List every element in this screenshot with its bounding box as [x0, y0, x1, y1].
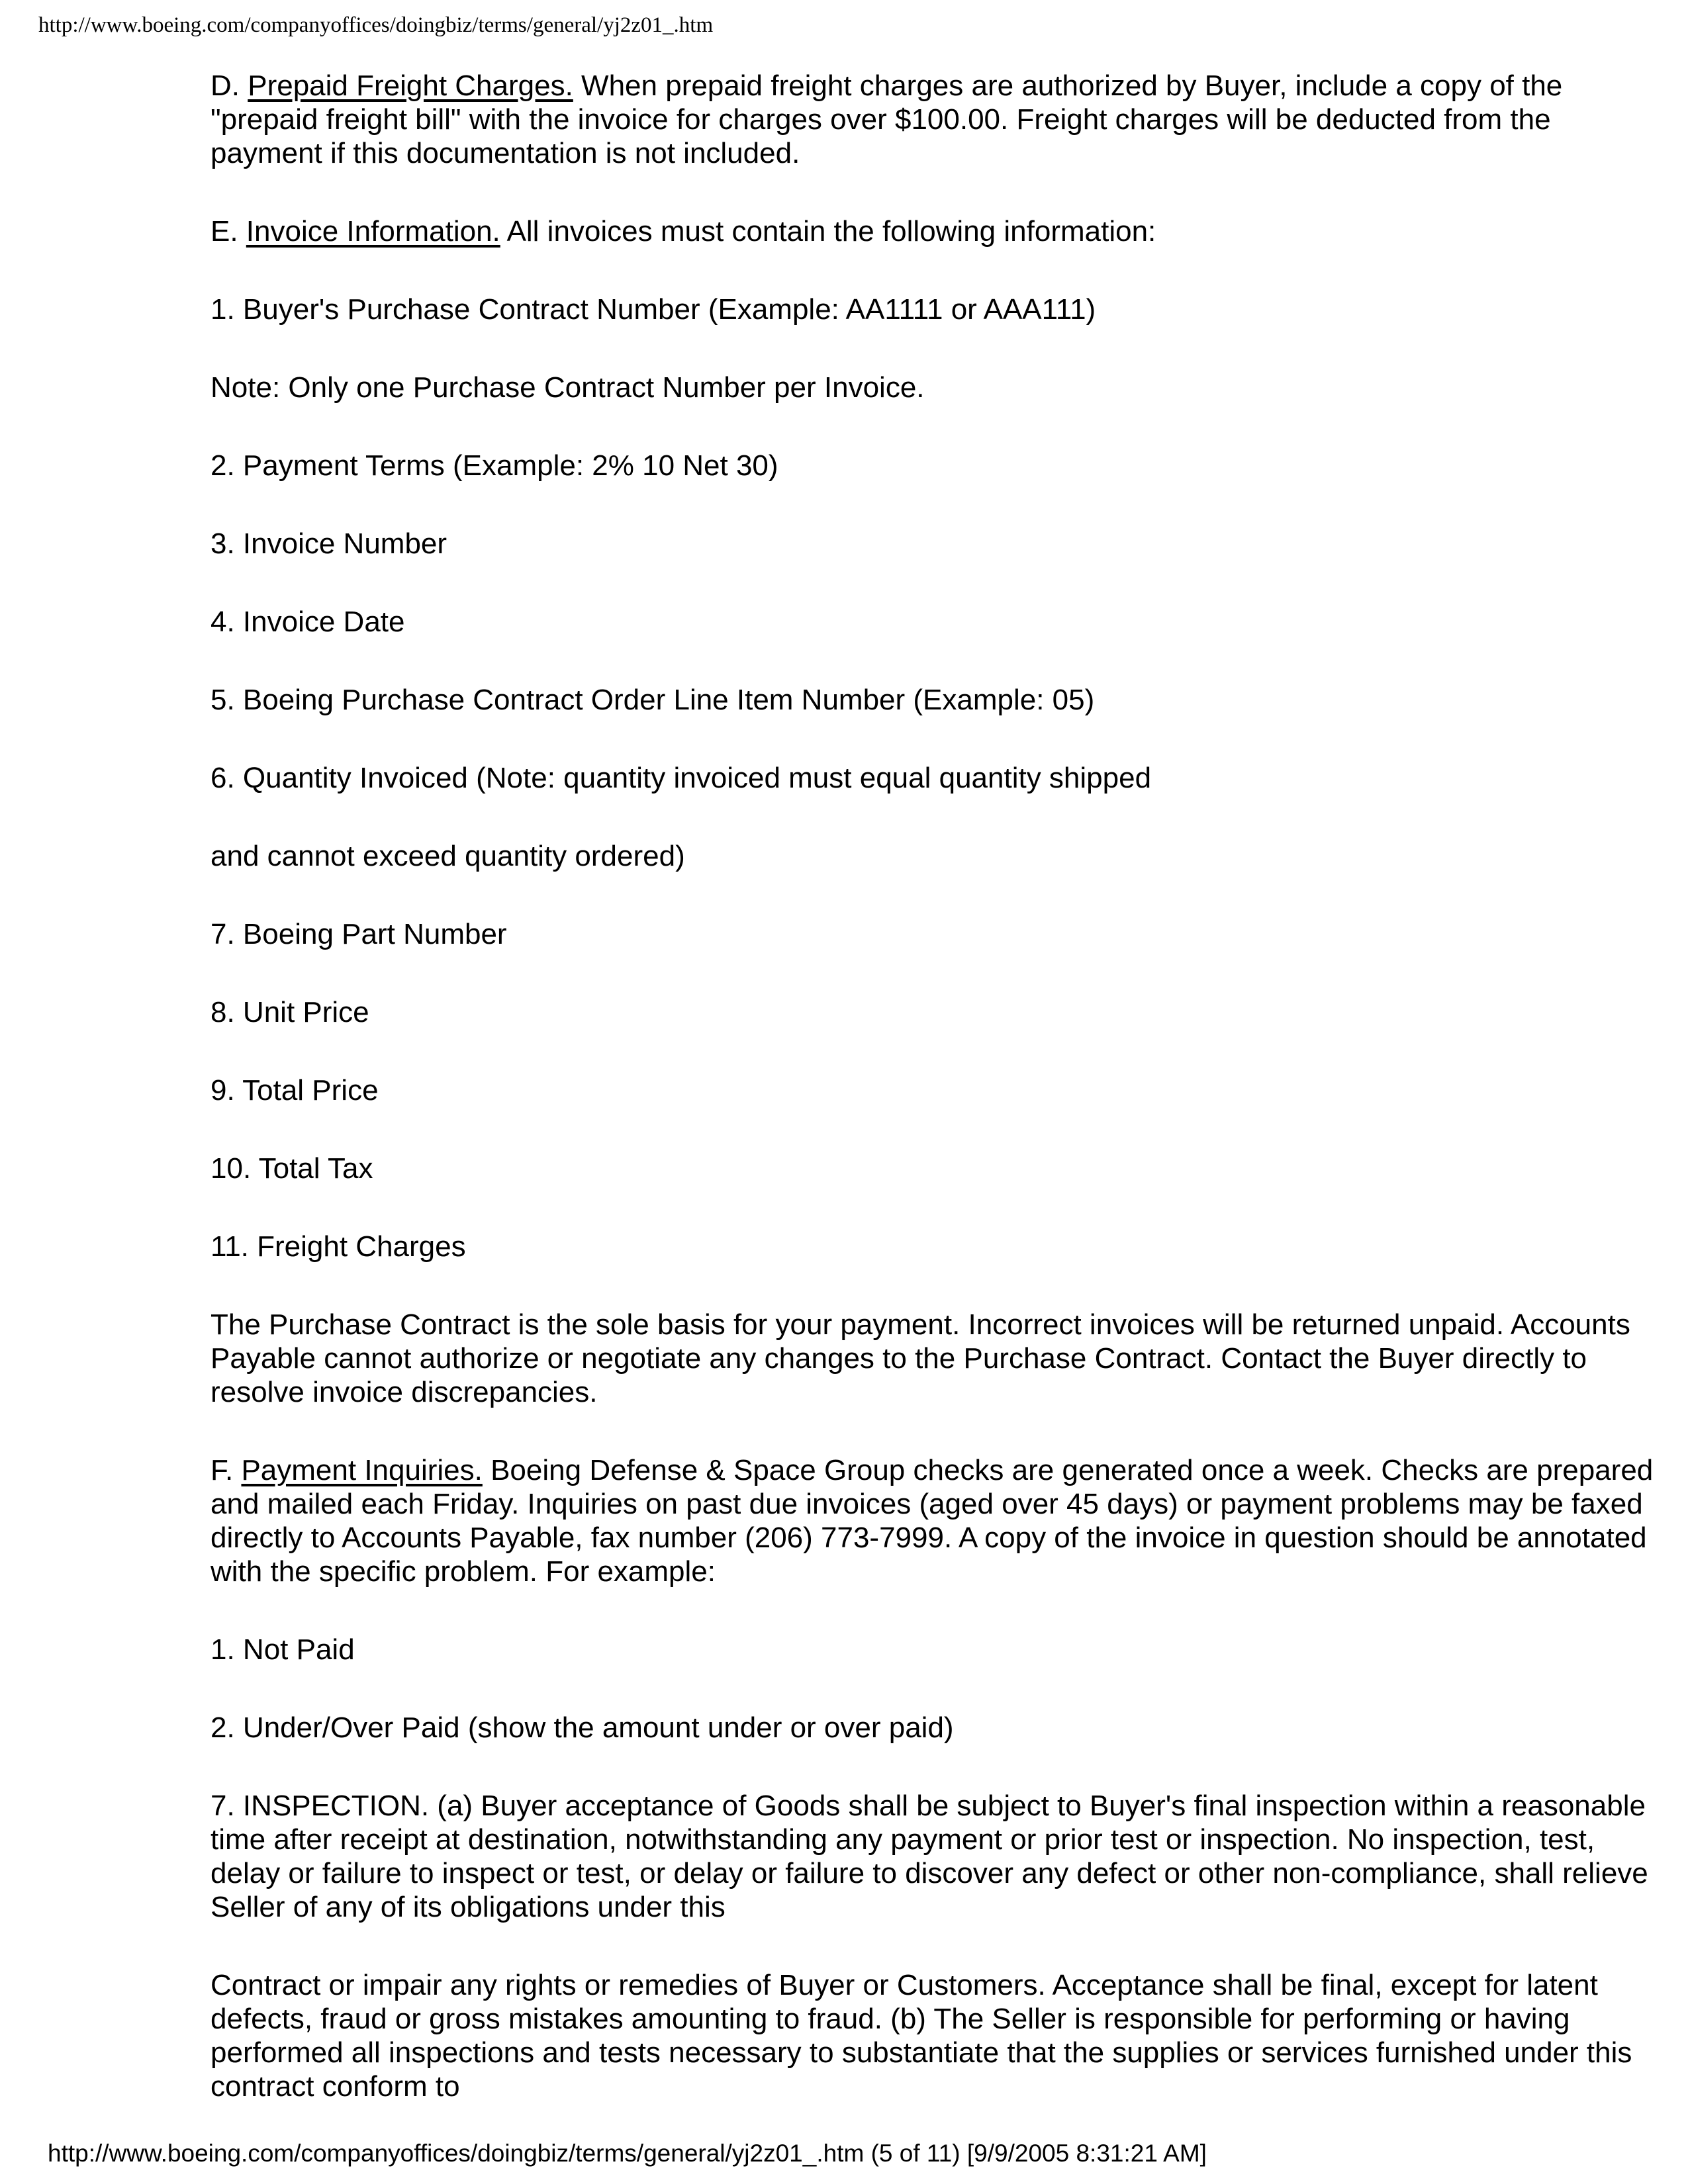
section-e-text: All invoices must contain the following information: [500, 215, 1156, 248]
list-item: 2. Under/Over Paid (show the amount under or over paid) [211, 1711, 954, 1744]
list-item: 2. Payment Terms (Example: 2% 10 Net 30) [211, 449, 778, 482]
list-item: Note: Only one Purchase Contract Number per Invoice. [211, 371, 925, 404]
section-d-title: Prepaid Freight Charges. [248, 69, 573, 102]
list-item: 1. Buyer's Purchase Contract Number (Example: AA1111 or AAA111) [211, 293, 1096, 326]
section-f-prefix: F. [211, 1454, 242, 1486]
section-e-title: Invoice Information. [246, 215, 500, 248]
list-item: and cannot exceed quantity ordered) [211, 840, 685, 872]
list-item: 4. Invoice Date [211, 606, 405, 638]
section-d-prefix: D. [211, 69, 248, 102]
list-item: 10. Total Tax [211, 1152, 373, 1185]
section-f-text: Boeing Defense & Space Group checks are generated once a week. Checks are prepared and mailed each Friday. Inquiries on past due invoices (aged over 45 days) or payment problems may be faxed directly to Accounts Payable, fax number (206) 773-7999. A copy of the invoice in question should be annotated with the specific problem. For example: [211, 1454, 1654, 1588]
section-f-title: Payment Inquiries. [241, 1454, 483, 1486]
section-e-closing: The Purchase Contract is the sole basis for your payment. Incorrect invoices will be returned unpaid. Accounts Payable cannot authorize or negotiate any changes to the Purchase Contract. Contact the Buyer directly to resolve invoice discrepancies. [211, 1308, 1630, 1408]
document-body [211, 69, 1670, 2148]
list-item: 6. Quantity Invoiced (Note: quantity invoiced must equal quantity shipped [211, 762, 1152, 794]
section-e-prefix: E. [211, 215, 246, 248]
section-e-paragraph [211, 214, 1670, 248]
page-footer: http://www.boeing.com/companyoffices/doingbiz/terms/general/yj2z01_.htm (5 of 11) [9/9/2005 8:31:21 AM] [48, 2140, 1207, 2167]
list-item: 8. Unit Price [211, 996, 369, 1028]
section-7-paragraph: 7. INSPECTION. (a) Buyer acceptance of Goods shall be subject to Buyer's final inspection within a reasonable time after receipt at destination, notwithstanding any payment or prior test or inspection. No inspection, test, delay or failure to inspect or test, or delay or failure to discover any defect or other non-compliance, shall relieve Seller of any of its obligations under this [211, 1790, 1648, 1923]
list-item: 7. Boeing Part Number [211, 918, 507, 950]
list-item: 1. Not Paid [211, 1633, 355, 1666]
page-header-url: http://www.boeing.com/companyoffices/doingbiz/terms/general/yj2z01_.htm [38, 13, 714, 37]
section-f-paragraph [211, 1453, 1670, 1588]
section-d-paragraph [211, 69, 1670, 170]
list-item: 9. Total Price [211, 1074, 379, 1107]
list-item: 5. Boeing Purchase Contract Order Line Item Number (Example: 05) [211, 684, 1095, 716]
list-item: 3. Invoice Number [211, 527, 447, 560]
list-item: 11. Freight Charges [211, 1230, 466, 1263]
section-d-text: When prepaid freight charges are authorized by Buyer, include a copy of the "prepaid freight bill" with the invoice for charges over $100.00. Freight charges will be deducted from the payment if this documentation is not included. [211, 69, 1563, 169]
section-7-paragraph: Contract or impair any rights or remedies of Buyer or Customers. Acceptance shall be final, except for latent defects, fraud or gross mistakes amounting to fraud. (b) The Seller is responsible for performing or having performed all inspections and tests necessary to substantiate that the supplies or services furnished under this contract conform to [211, 1969, 1632, 2103]
